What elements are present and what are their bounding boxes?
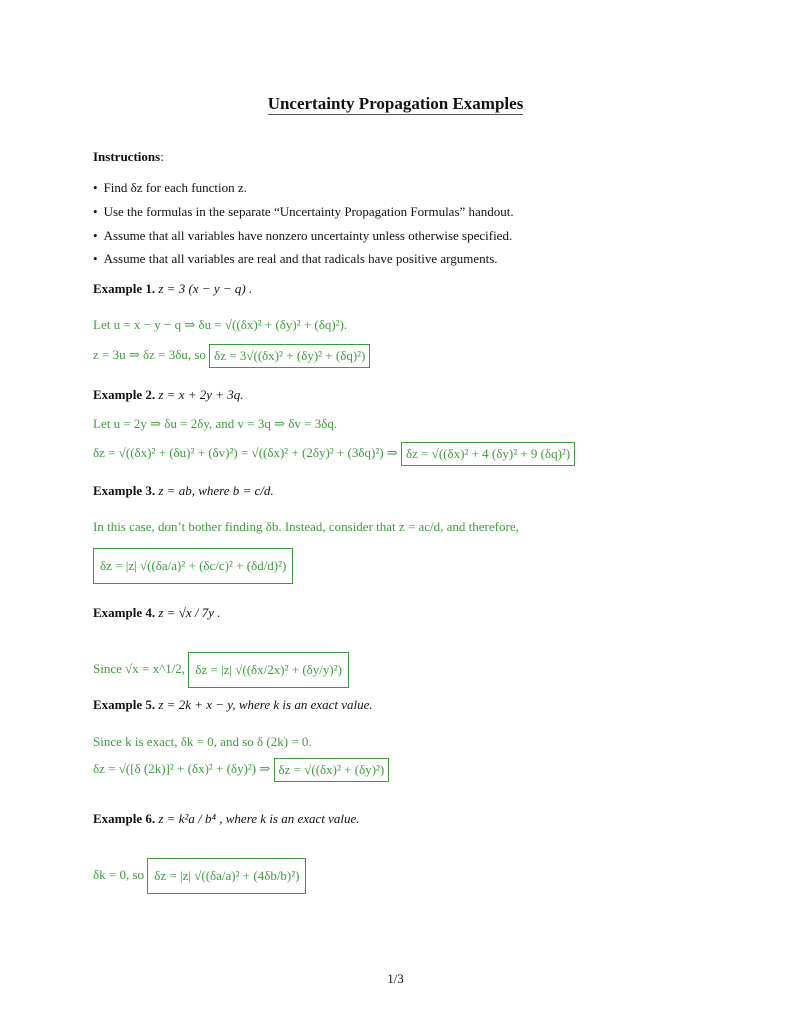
example-2-solution-line: δz = √((δx)² + (δu)² + (δv)²) = √((δx)² + (2δy)² + (3δq)²) ⇒ δz = √((δx)² + 4 (δy)² + 9 (δq)²) <box>93 442 575 466</box>
bullet-item: • Assume that all variables have nonzero uncertainty unless otherwise specified. <box>93 228 513 243</box>
example-3-answer-box: δz = |z| √((δa/a)² + (δc/c)² + (δd/d)²) <box>93 548 293 584</box>
example-2-solution-line: Let u = 2y ⇒ δu = 2δy, and v = 3q ⇒ δv = 3δq. <box>93 416 338 431</box>
bullet-item: • Use the formulas in the separate “Uncertainty Propagation Formulas” handout. <box>93 204 514 219</box>
example-6-solution-line: δk = 0, so δz = |z| √((δa/a)² + (4δb/b)²) <box>93 858 306 894</box>
example-5-answer-box: δz = √((δx)² + (δy)²) <box>274 758 390 782</box>
example-5-solution-line: δz = √([δ (2k)]² + (δx)² + (δy)²) ⇒ δz = √((δx)² + (δy)²) <box>93 758 389 782</box>
example-6-statement: Example 6. z = k²a / b⁴ , where k is an exact value. <box>93 811 360 826</box>
example-6-answer-box: δz = |z| √((δa/a)² + (4δb/b)²) <box>147 858 306 894</box>
example-5-statement: Example 5. z = 2k + x − y, where k is an exact value. <box>93 697 373 712</box>
example-4-answer-box: δz = |z| √((δx/2x)² + (δy/y)²) <box>188 652 349 688</box>
example-5-solution-line: Since k is exact, δk = 0, and so δ (2k) = 0. <box>93 734 312 749</box>
example-4-solution-line: Since √x = x^1/2, δz = |z| √((δx/2x)² + (δy/y)²) <box>93 652 349 688</box>
example-1-statement: Example 1. z = 3 (x − y − q) . <box>93 281 253 296</box>
example-3-solution-line <box>93 548 293 584</box>
example-2-answer-box: δz = √((δx)² + 4 (δy)² + 9 (δq)²) <box>401 442 575 466</box>
example-4-statement: Example 4. z = √x / 7y . <box>93 605 221 620</box>
page-number: 1/3 <box>387 971 404 986</box>
example-1-solution-line: z = 3u ⇒ δz = 3δu, so δz = 3√((δx)² + (δy)² + (δq)²) <box>93 344 370 368</box>
example-3-solution-line: In this case, don’t bother finding δb. Instead, consider that z = ac/d, and therefore, <box>93 519 519 534</box>
example-2-statement: Example 2. z = x + 2y + 3q. <box>93 387 244 402</box>
example-3-statement: Example 3. z = ab, where b = c/d. <box>93 483 274 498</box>
instructions-heading: Instructions: <box>93 149 164 164</box>
bullet-item: • Find δz for each function z. <box>93 180 247 195</box>
bullet-item: • Assume that all variables are real and that radicals have positive arguments. <box>93 251 498 266</box>
example-1-solution-line: Let u = x − y − q ⇒ δu = √((δx)² + (δy)² + (δq)²). <box>93 317 348 332</box>
page-title: Uncertainty Propagation Examples <box>267 94 524 113</box>
example-1-answer-box: δz = 3√((δx)² + (δy)² + (δq)²) <box>209 344 370 368</box>
